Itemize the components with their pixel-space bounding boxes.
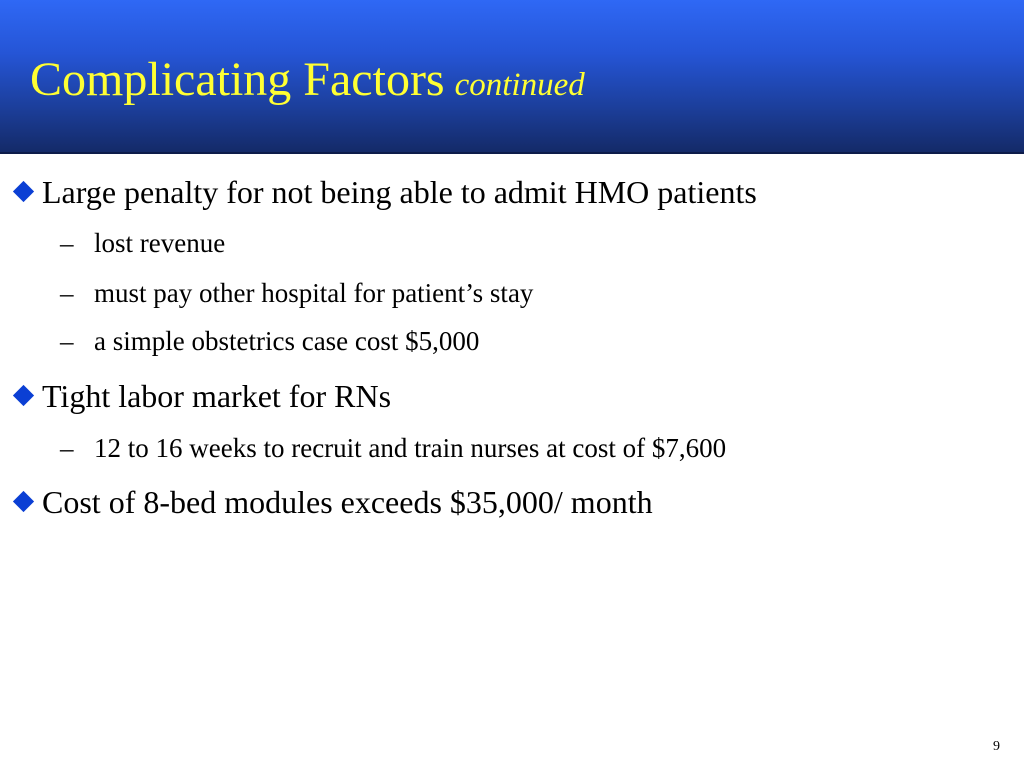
sub-bullet-text: a simple obstetrics case cost $5,000 [94,326,480,356]
sub-bullet-item [60,431,726,465]
bullet-text: Tight labor market for RNs [42,378,392,414]
diamond-bullet-icon [13,181,34,202]
sub-bullet-text: 12 to 16 weeks to recruit and train nurses at cost of $7,600 [94,433,727,463]
bullet-item [16,172,757,212]
sub-bullet-item [60,226,225,260]
dash-bullet: – [60,278,74,308]
sub-bullet-item [60,276,533,310]
bullet-text: Large penalty for not being able to admit HMO patients [42,174,757,210]
dash-bullet: – [60,433,74,463]
diamond-bullet-icon [13,385,34,406]
dash-bullet: – [60,326,74,356]
bullet-item [16,482,653,522]
dash-bullet: – [60,228,74,258]
bullet-item [16,376,391,416]
diamond-bullet-icon [13,491,34,512]
page-number: 9 [993,739,1000,754]
sub-bullet-item [60,324,479,358]
sub-bullet-text: lost revenue [94,228,226,258]
bullet-text: Cost of 8-bed modules exceeds $35,000/ month [42,484,653,520]
sub-bullet-text: must pay other hospital for patient’s stay [94,278,534,308]
slide-subtitle: continued [454,67,585,103]
slide-title-text: Complicating Factors [30,53,445,106]
